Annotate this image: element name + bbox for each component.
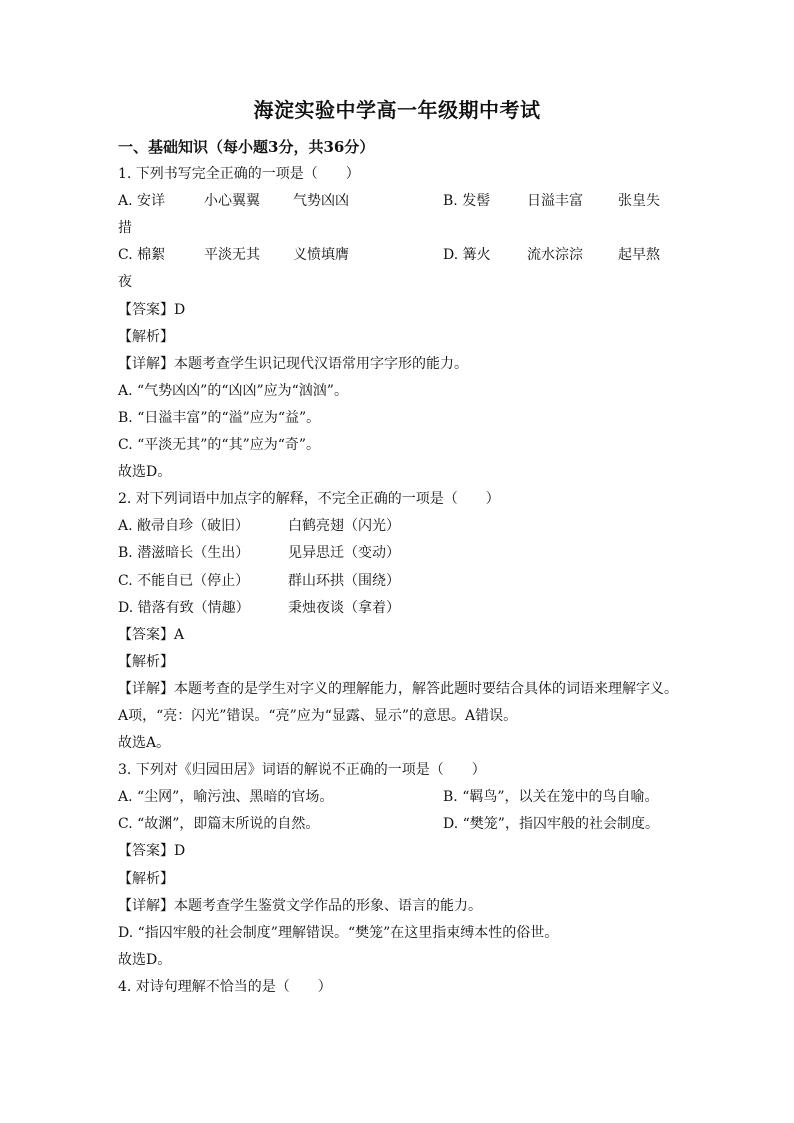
option-row-a-b bbox=[118, 784, 688, 811]
option-row bbox=[118, 540, 688, 567]
question-stem: 1. 下列书写完全正确的一项是（ ） bbox=[118, 166, 360, 183]
explanation-line: 故选D。 bbox=[118, 951, 172, 968]
option-c-second: 群山环拱（围绕） bbox=[288, 572, 400, 589]
option-a-word: 气势凶凶 bbox=[293, 193, 349, 210]
detail: 【详解】本题考查的是学生对字义的理解能力，解答此题时要结合具体的词语来理解字义。 bbox=[118, 680, 678, 697]
explanation-line: D. “指囚牢般的社会制度”理解错误。“樊笼”在这里指束缚本性的俗世。 bbox=[118, 924, 559, 941]
option-d: D. 错落有致（情趣） bbox=[118, 599, 250, 616]
option-c: C. 不能自已（停止） bbox=[118, 572, 250, 589]
option-a: A. 敝帚自珍（破旧） bbox=[118, 518, 250, 535]
option-c-word: 义愤填膺 bbox=[293, 247, 349, 264]
option-b: B. 潜滋暗长（生出） bbox=[118, 545, 250, 562]
explanation-line: A项，“亮：闪光”错误。“亮”应为“显露、显示”的意思。A错误。 bbox=[118, 707, 518, 724]
analysis-label: 【解析】 bbox=[118, 653, 174, 670]
option-c: C. “故渊”，即篇末所说的自然。 bbox=[118, 816, 320, 833]
section-heading: 一、基础知识（每小题3分，共36分） bbox=[118, 138, 375, 156]
option-b: B. 发髻 bbox=[443, 193, 491, 210]
page-title: 海淀实验中学高一年级期中考试 bbox=[253, 98, 541, 122]
document-body bbox=[118, 134, 688, 1001]
option-b-word: 张皇失 bbox=[618, 193, 660, 210]
answer: 【答案】D bbox=[118, 843, 186, 860]
option-d-second: 秉烛夜谈（拿着） bbox=[288, 599, 400, 616]
question-stem: 2. 对下列词语中加点字的解释，不完全正确的一项是（ ） bbox=[118, 491, 500, 508]
option-wrap: 措 bbox=[118, 220, 132, 237]
option-a-word: 小心翼翼 bbox=[204, 193, 260, 210]
answer: 【答案】D bbox=[118, 301, 186, 318]
option-d: D. 篝火 bbox=[443, 247, 491, 264]
option-d-word: 起早熬 bbox=[618, 247, 660, 264]
explanation-line: 故选A。 bbox=[118, 735, 171, 752]
explanation-line: C. “平淡无其”的“其”应为“奇”。 bbox=[118, 437, 321, 454]
answer: 【答案】A bbox=[118, 626, 185, 643]
explanation-line: A. “气势凶凶”的“凶凶”应为“汹汹”。 bbox=[118, 382, 348, 399]
option-row bbox=[118, 513, 688, 540]
option-a: A. 安详 bbox=[118, 193, 166, 210]
option-b-second: 见异思迁（变动） bbox=[288, 545, 400, 562]
option-b: B. “羁鸟”，以关在笼中的鸟自喻。 bbox=[443, 789, 659, 806]
option-row bbox=[118, 595, 688, 622]
option-wrap: 夜 bbox=[118, 274, 132, 291]
option-c-word: 平淡无其 bbox=[204, 247, 260, 264]
option-row-c-d bbox=[118, 242, 688, 269]
option-row bbox=[118, 568, 688, 595]
option-a: A. “尘网”，喻污浊、黑暗的官场。 bbox=[118, 789, 334, 806]
option-row-c-d bbox=[118, 811, 688, 838]
analysis-label: 【解析】 bbox=[118, 328, 174, 345]
explanation-line: B. “日溢丰富”的“溢”应为“益”。 bbox=[118, 409, 321, 426]
option-b-word: 日溢丰富 bbox=[527, 193, 583, 210]
analysis-label: 【解析】 bbox=[118, 870, 174, 887]
explanation-line: 故选D。 bbox=[118, 464, 172, 481]
question-stem: 4. 对诗句理解不恰当的是（ ） bbox=[118, 978, 332, 995]
option-row-a-b bbox=[118, 188, 688, 215]
detail: 【详解】本题考查学生鉴赏文学作品的形象、语言的能力。 bbox=[118, 897, 482, 914]
option-d: D. “樊笼”，指囚牢般的社会制度。 bbox=[443, 816, 659, 833]
question-stem: 3. 下列对《归园田居》词语的解说不正确的一项是（ ） bbox=[118, 762, 486, 779]
option-a-second: 白鹤亮翅（闪光） bbox=[288, 518, 400, 535]
option-d-word: 流水淙淙 bbox=[527, 247, 583, 264]
option-c: C. 棉絮 bbox=[118, 247, 166, 264]
detail: 【详解】本题考查学生识记现代汉语常用字字形的能力。 bbox=[118, 355, 468, 372]
